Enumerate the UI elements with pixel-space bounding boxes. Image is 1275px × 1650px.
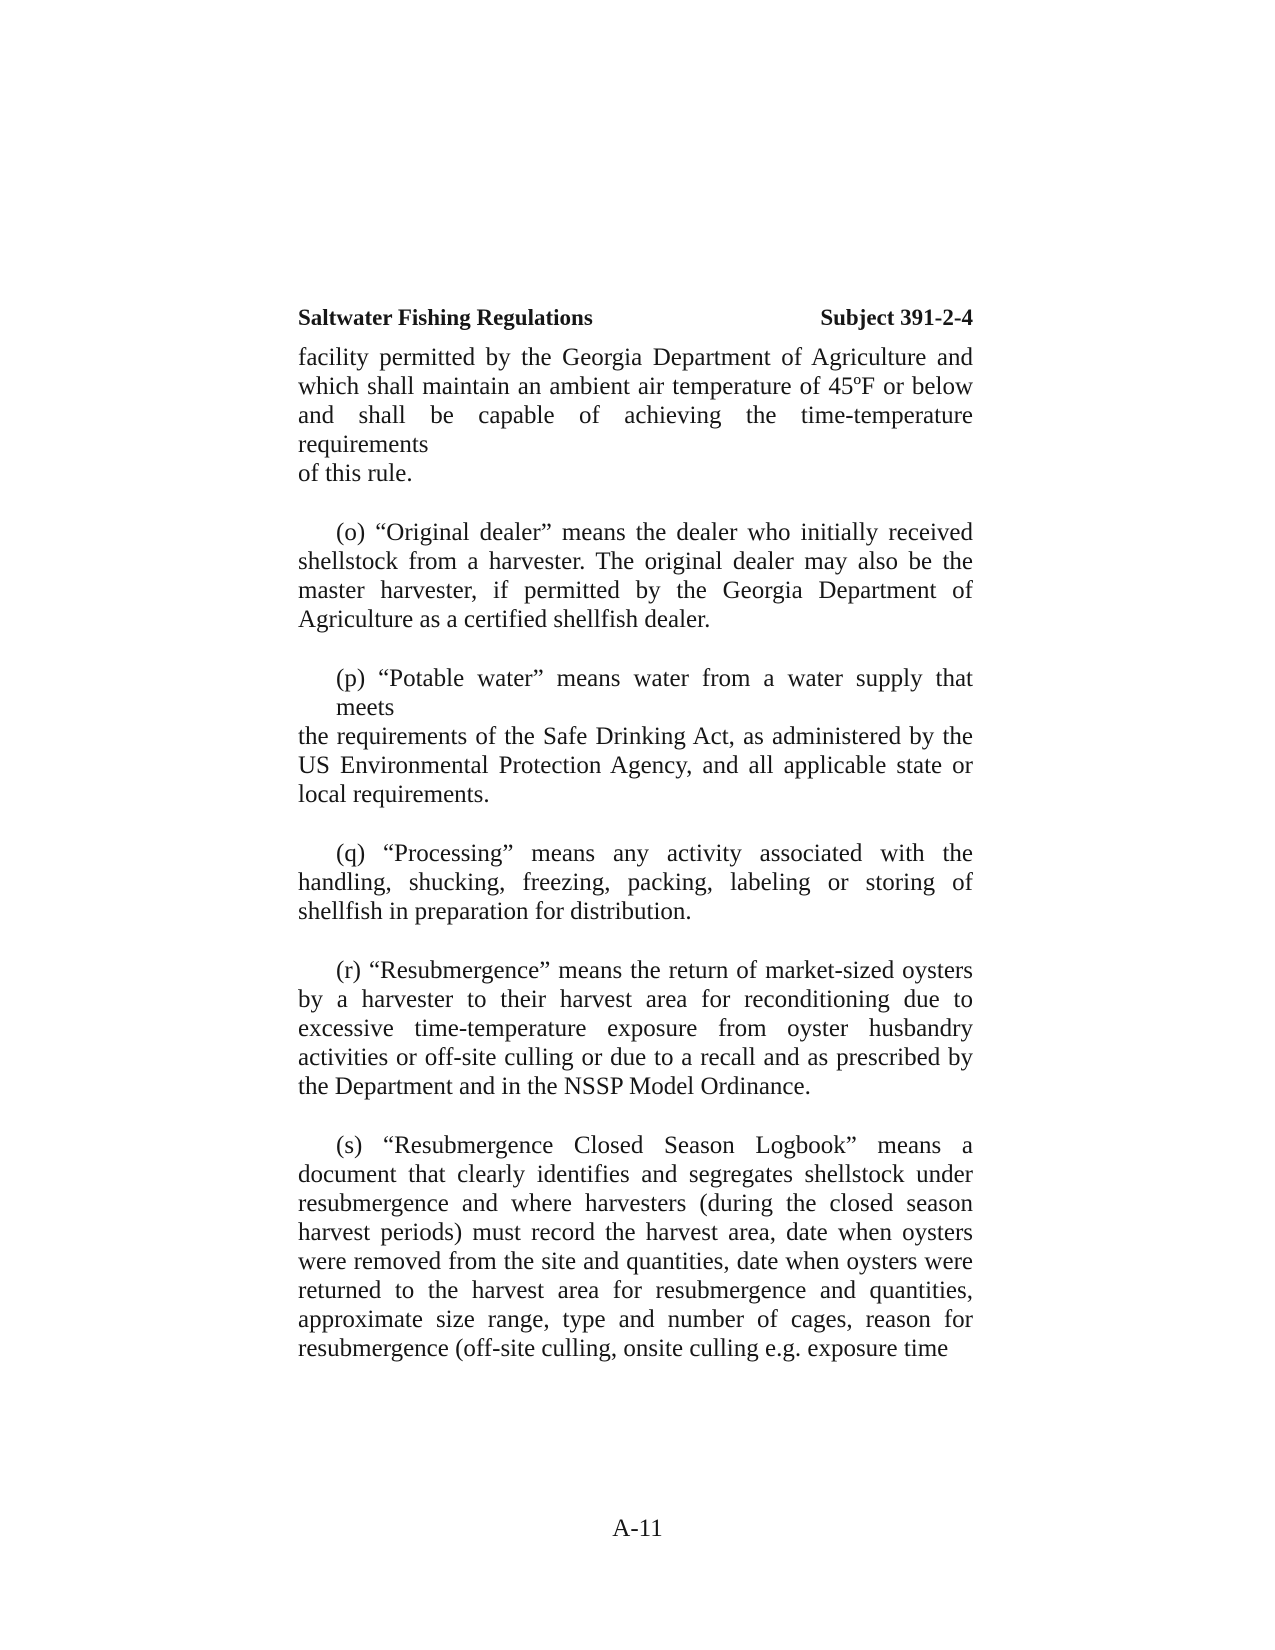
text-line: the requirements of the Safe Drinking Act, as administered by the <box>298 723 973 750</box>
page-number: A-11 <box>612 1515 663 1542</box>
paragraph <box>298 664 973 809</box>
text-line: approximate size range, type and number of cages, reason for <box>298 1306 973 1333</box>
header-right-subject: Subject 391-2-4 <box>820 305 973 330</box>
text-line: Agriculture as a certified shellfish dealer. <box>298 606 711 633</box>
header-left-title: Saltwater Fishing Regulations <box>298 305 593 330</box>
text-line: excessive time-temperature exposure from oyster husbandry <box>298 1015 973 1042</box>
text-line: (p) “Potable water” means water from a water supply that meets <box>336 665 973 721</box>
text-line: the Department and in the NSSP Model Ordinance. <box>298 1073 811 1100</box>
text-line: facility permitted by the Georgia Department of Agriculture and <box>298 344 973 371</box>
paragraph <box>298 343 973 488</box>
text-line: returned to the harvest area for resubmergence and quantities, <box>298 1277 973 1304</box>
text-line: US Environmental Protection Agency, and all applicable state or <box>298 752 973 779</box>
text-line: shellstock from a harvester. The original dealer may also be the <box>298 548 973 575</box>
paragraph <box>298 518 973 634</box>
text-column <box>298 303 973 1363</box>
text-line: resubmergence (off-site culling, onsite culling e.g. exposure time <box>298 1335 949 1362</box>
text-line: and shall be capable of achieving the time-temperature requirements <box>298 402 973 458</box>
text-line: (o) “Original dealer” means the dealer who initially received <box>336 519 973 546</box>
text-line: activities or off-site culling or due to a recall and as prescribed by <box>298 1044 973 1071</box>
text-line: by a harvester to their harvest area for reconditioning due to <box>298 986 973 1013</box>
text-line: harvest periods) must record the harvest area, date when oysters <box>298 1219 973 1246</box>
text-line: document that clearly identifies and segregates shellstock under <box>298 1161 973 1188</box>
text-line: shellfish in preparation for distribution. <box>298 898 692 925</box>
paragraph <box>298 1131 973 1363</box>
text-line: local requirements. <box>298 781 490 808</box>
page-header <box>298 303 973 332</box>
paragraph <box>298 839 973 926</box>
text-line: of this rule. <box>298 460 413 487</box>
text-line: handling, shucking, freezing, packing, labeling or storing of <box>298 869 973 896</box>
body-text <box>298 343 973 1363</box>
paragraph <box>298 956 973 1101</box>
text-line: were removed from the site and quantities, date when oysters were <box>298 1248 973 1275</box>
text-line: (q) “Processing” means any activity associated with the <box>336 840 973 867</box>
text-line: (r) “Resubmergence” means the return of market-sized oysters <box>336 957 973 984</box>
text-line: resubmergence and where harvesters (during the closed season <box>298 1190 973 1217</box>
text-line: which shall maintain an ambient air temperature of 45ºF or below <box>298 373 973 400</box>
text-line: (s) “Resubmergence Closed Season Logbook” means a <box>336 1132 973 1159</box>
text-line: master harvester, if permitted by the Georgia Department of <box>298 577 973 604</box>
